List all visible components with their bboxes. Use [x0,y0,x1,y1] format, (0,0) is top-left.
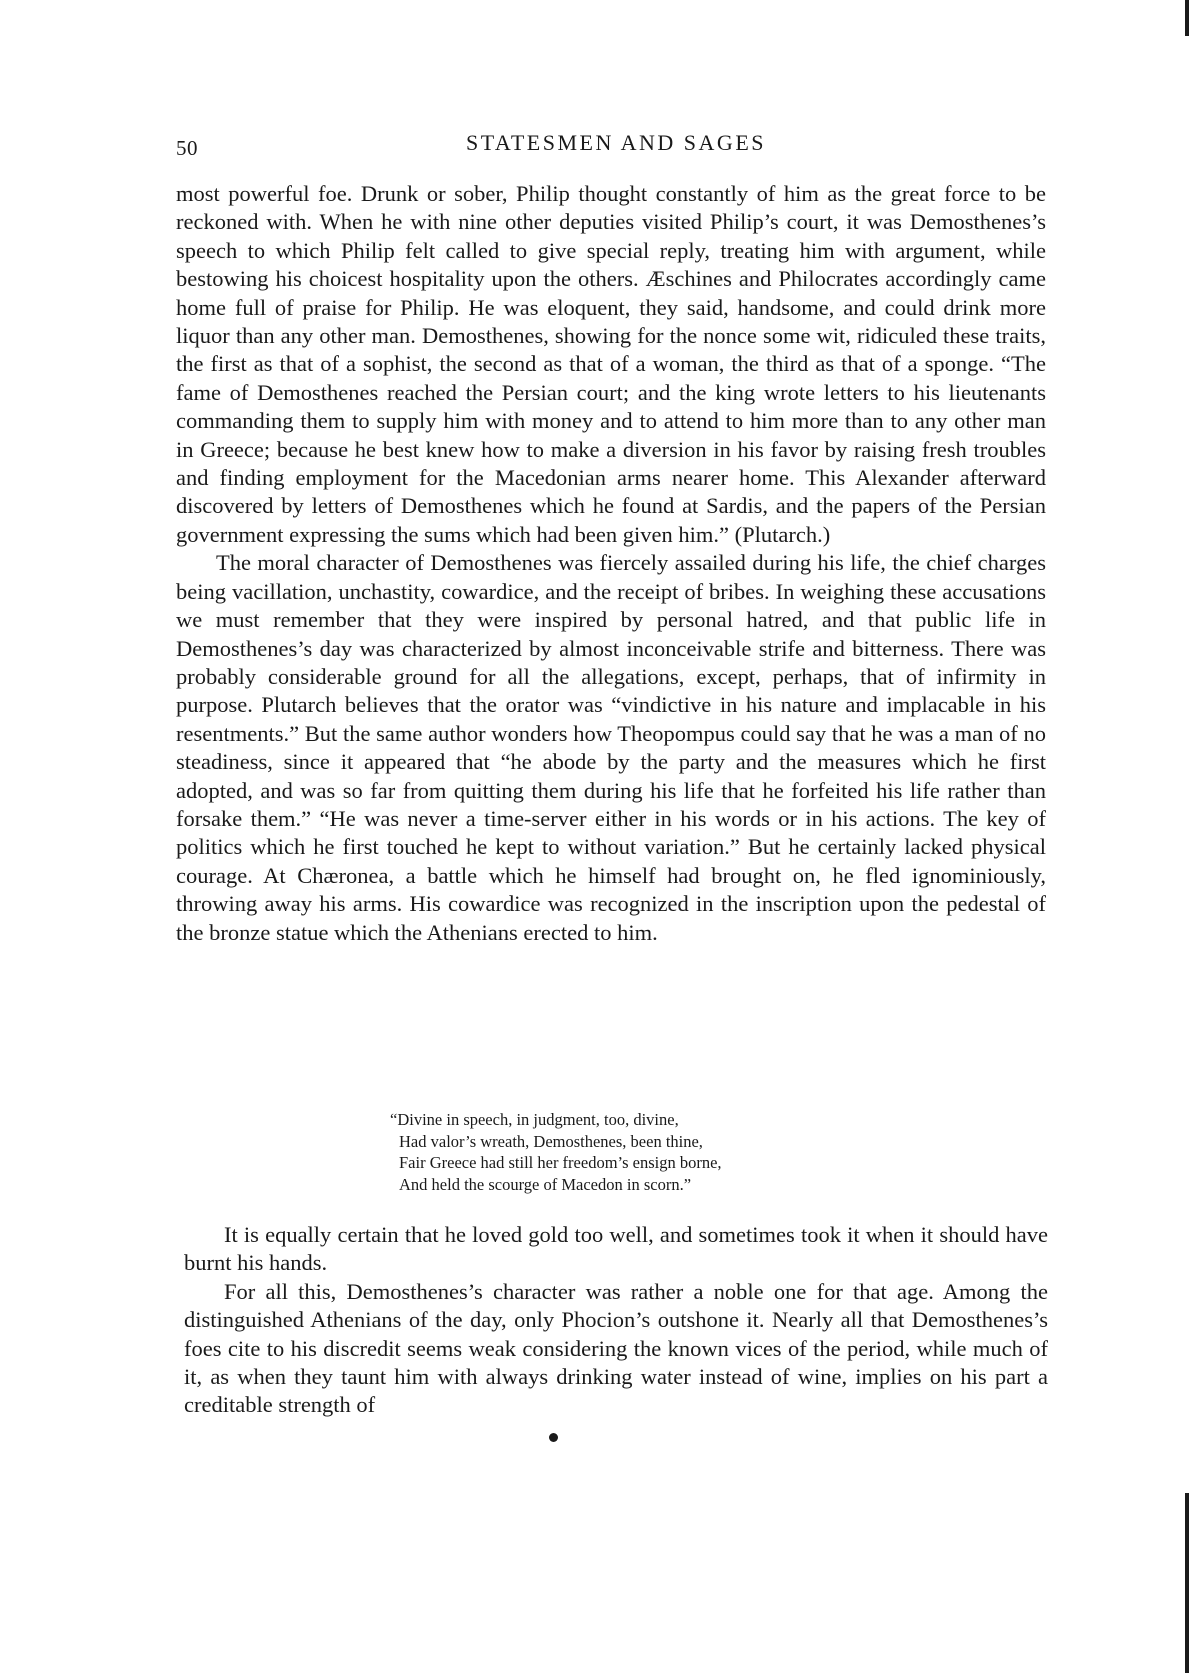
paragraph-gold: It is equally certain that he loved gold too well, and sometimes took it when it should have burnt his hands. [184,1222,1048,1276]
poem-line: And held the scourge of Macedon in scorn.” [399,1174,692,1194]
poem-line: Fair Greece had still her freedom’s ensign borne, [399,1153,722,1172]
main-text-continued [184,1221,1048,1420]
paragraph-noble-character: For all this, Demosthenes’s character was rather a noble one for that age. Among the distinguished Athenians of the day, only Phocion’s outshone it. Nearly all that Demosthenes’s foes cite to his discredit seems weak considering the known vices of the period, while much of it, as when they taunt him with always drinking water instead of wine, implies on his part a creditable strength of [184,1278,1048,1418]
main-text [176,180,1046,947]
scan-edge-mark-bottom [1185,1493,1189,1673]
poem-line: “Divine in speech, in judgment, too, divine, [390,1110,679,1129]
paragraph-moral-character: The moral character of Demosthenes was fiercely assailed during his life, the chief charges being vacillation, unchastity, cowardice, and the receipt of bribes. In weighing these accusations we must remember that they were inspired by personal hatred, and that public life in Demosthenes’s day was characterized by almost inconceivable strife and bitterness. There was probably considerable ground for all the allegations, except, perhaps, that of infirmity in purpose. Plutarch believes that the orator was “vindictive in his nature and implacable in his resentments.” But the same author wonders how Theopompus could say that he was a man of no steadiness, since it appeared that “he abode by the party and the measures which he first adopted, and was so far from quitting them during his life that he forfeited his life rather than forsake them.” “He was never a time-server either in his words or in his actions. The key of politics which he first touched he kept to without variation.” But he certainly lacked physical courage. At Chæronea, a battle which he himself had brought on, he fled ignominiously, throwing away his arms. His cowardice was recognized in the inscription upon the pedestal of the bronze statue which the Athenians erected to him. [176,550,1046,945]
scan-edge-mark-top [1185,0,1189,36]
signature-dot-icon [549,1433,558,1442]
poem-line: Had valor’s wreath, Demosthenes, been thine, [399,1131,703,1151]
page-header [176,130,1056,164]
page-number: 50 [176,136,198,160]
paragraph-continuation: most powerful foe. Drunk or sober, Philip thought constantly of him as the great force to be reckoned with. When he with nine other deputies visited Philip’s court, it was Demosthenes’s speech to which Philip felt called to give special reply, treating him with argument, while bestowing his choicest hospitality upon the others. Æschines and Philocrates accordingly came home full of praise for Philip. He was eloquent, they said, handsome, and could drink more liquor than any other man. Demosthenes, showing for the nonce some wit, ridiculed these traits, the first as that of a sophist, the second as that of a woman, the third as that of a sponge. “The fame of Demosthenes reached the Persian court; and the king wrote letters to his lieutenants commanding them to supply him with money and to attend to him more than to any other man in Greece; because he best knew how to make a diversion in his favor by raising fresh troubles and finding employment for the Macedonian arms nearer home. This Alexander afterward discovered by letters of Demosthenes which he found at Sardis, and the papers of the Persian government expressing the sums which had been given him.” (Plutarch.) [176,181,1046,547]
running-title: STATESMEN AND SAGES [466,130,766,155]
epigram-quote [390,1109,910,1195]
